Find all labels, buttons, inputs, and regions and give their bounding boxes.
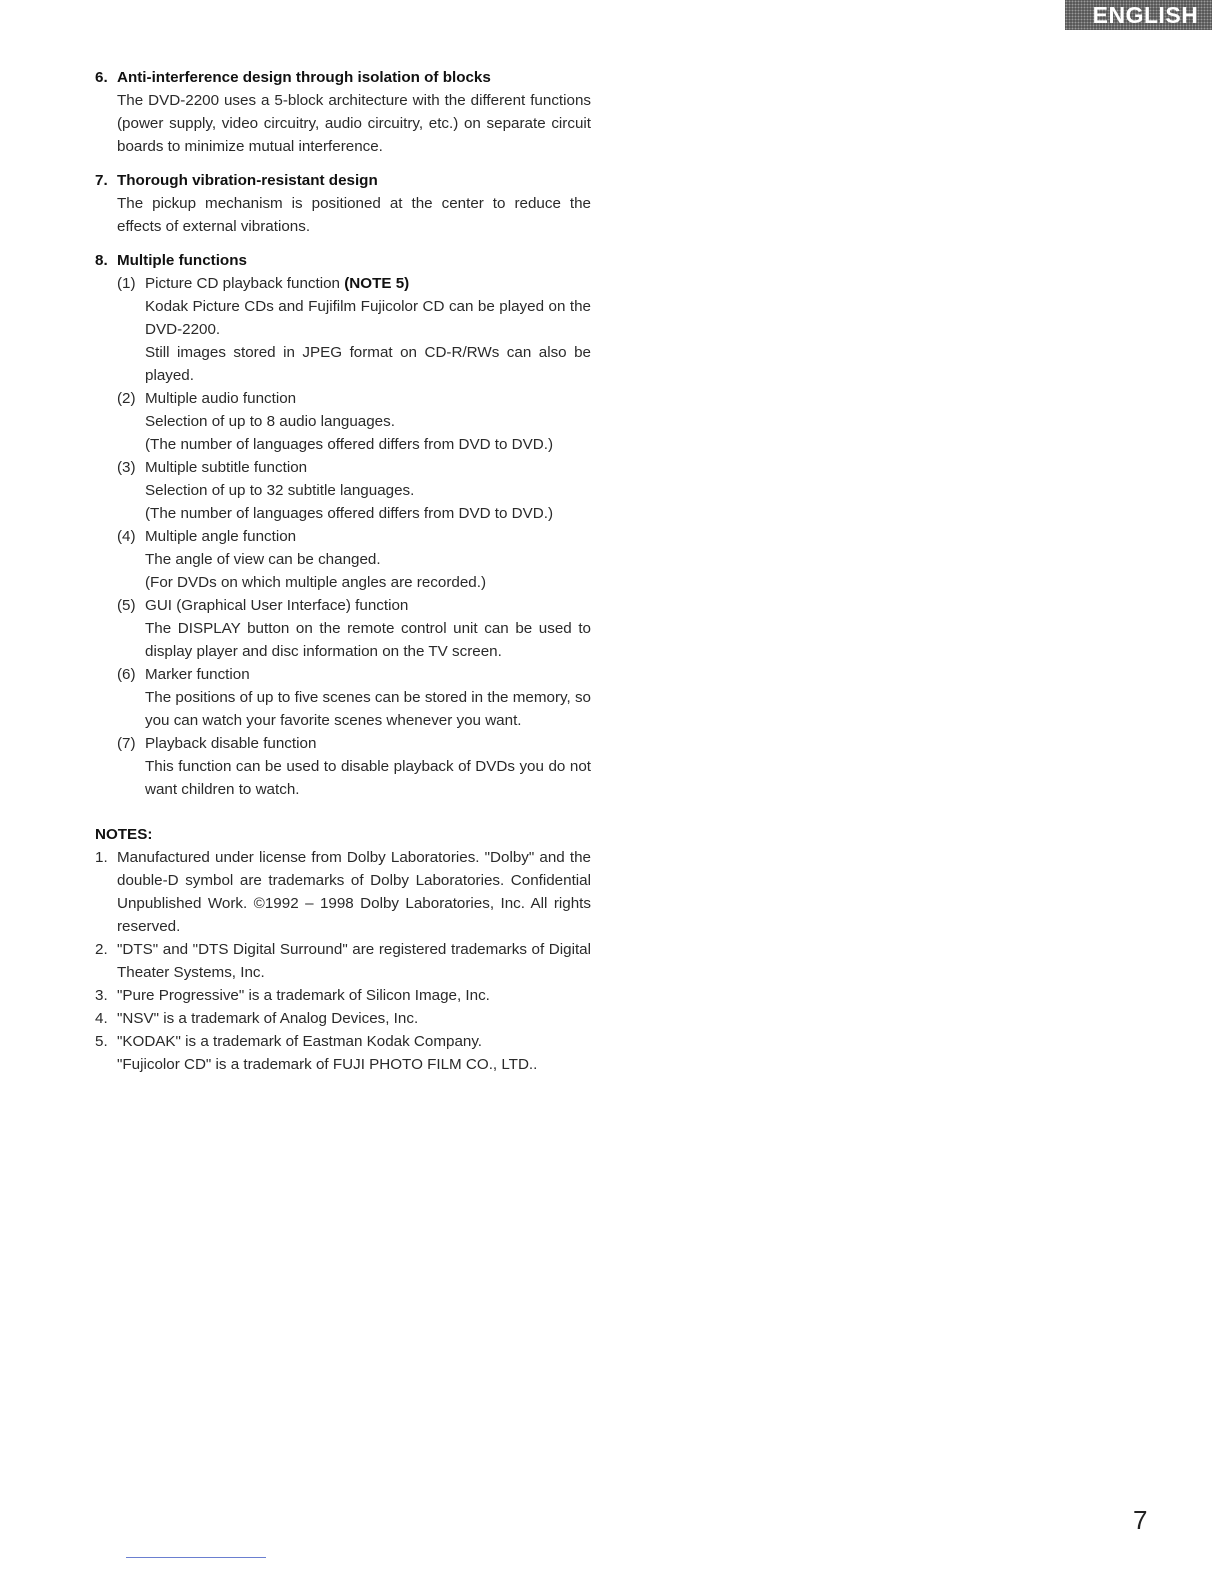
feature-title-text: Multiple angle function bbox=[145, 528, 297, 545]
feature-number: (1) bbox=[117, 275, 136, 292]
feature-title-text: Playback disable function bbox=[145, 735, 317, 752]
page-number: 7 bbox=[1133, 1505, 1148, 1535]
feature-title-text: Picture CD playback function bbox=[145, 275, 340, 292]
note-text: "NSV" is a trademark of Analog Devices, Inc. bbox=[117, 1010, 419, 1027]
feature-line: Selection of up to 8 audio languages. bbox=[145, 413, 395, 430]
feature-note-ref: (NOTE 5) bbox=[344, 275, 410, 292]
feature-title-text: Marker function bbox=[145, 666, 250, 683]
notes-block bbox=[95, 823, 591, 1076]
feature-title-text: Multiple subtitle function bbox=[145, 459, 308, 476]
section-heading bbox=[95, 66, 591, 89]
note-item bbox=[95, 984, 591, 1007]
note-item bbox=[95, 1007, 591, 1030]
feature-number: (5) bbox=[117, 597, 136, 614]
feature-number: (4) bbox=[117, 528, 136, 545]
note-text: Manufactured under license from Dolby Laboratories. "Dolby" and the double-D symbol are trademarks of Dolby Laboratories. Confidential Unpublished Work. ©1992 – 1998 Dolby Laboratories, Inc. All rights reserved. bbox=[117, 849, 591, 935]
feature-title bbox=[145, 594, 591, 617]
feature-number: (6) bbox=[117, 666, 136, 683]
section-body: The pickup mechanism is positioned at the center to reduce the effects of external vibrations. bbox=[117, 195, 591, 235]
note-text: "Fujicolor CD" is a trademark of FUJI PHOTO FILM CO., LTD.. bbox=[117, 1056, 538, 1073]
section-heading bbox=[95, 249, 591, 272]
section-vibration-resistant bbox=[95, 169, 591, 238]
section-heading bbox=[95, 169, 591, 192]
feature-title bbox=[145, 456, 591, 479]
feature-number: (2) bbox=[117, 390, 136, 407]
feature-line: (For DVDs on which multiple angles are recorded.) bbox=[145, 574, 487, 591]
feature-gui bbox=[95, 594, 591, 663]
section-title: Thorough vibration-resistant design bbox=[117, 172, 378, 189]
feature-title bbox=[145, 663, 591, 686]
feature-line: The positions of up to five scenes can be stored in the memory, so you can watch your favorite scenes whenever you want. bbox=[145, 689, 591, 729]
feature-title-text: Multiple audio function bbox=[145, 390, 297, 407]
section-number: 7. bbox=[95, 172, 108, 189]
note-text: "DTS" and "DTS Digital Surround" are registered trademarks of Digital Theater Systems, Inc. bbox=[117, 941, 591, 981]
section-anti-interference bbox=[95, 66, 591, 158]
note-item bbox=[95, 1030, 591, 1076]
feature-title bbox=[145, 732, 591, 755]
feature-line: The angle of view can be changed. bbox=[145, 551, 381, 568]
note-number: 1. bbox=[95, 849, 108, 866]
section-number: 8. bbox=[95, 252, 108, 269]
section-body: The DVD-2200 uses a 5-block architecture with the different functions (power supply, video circuitry, audio circuitry, etc.) on separate circuit boards to minimize mutual interference. bbox=[117, 92, 591, 155]
note-number: 2. bbox=[95, 941, 108, 958]
feature-line: The DISPLAY button on the remote control unit can be used to display player and disc information on the TV screen. bbox=[145, 620, 591, 660]
feature-picture-cd bbox=[95, 272, 591, 387]
note-number: 4. bbox=[95, 1010, 108, 1027]
note-text: "Pure Progressive" is a trademark of Silicon Image, Inc. bbox=[117, 987, 490, 1004]
feature-multiple-audio bbox=[95, 387, 591, 456]
feature-line: This function can be used to disable playback of DVDs you do not want children to watch. bbox=[145, 758, 591, 798]
feature-playback-disable bbox=[95, 732, 591, 801]
feature-multiple-subtitle bbox=[95, 456, 591, 525]
feature-line: Kodak Picture CDs and Fujifilm Fujicolor CD can be played on the DVD-2200. bbox=[145, 298, 591, 338]
feature-title bbox=[145, 272, 591, 295]
note-number: 5. bbox=[95, 1033, 108, 1050]
section-number: 6. bbox=[95, 69, 108, 86]
feature-marker bbox=[95, 663, 591, 732]
feature-line: Still images stored in JPEG format on CD-R/RWs can also be played. bbox=[145, 344, 591, 384]
feature-line: (The number of languages offered differs from DVD to DVD.) bbox=[145, 505, 554, 522]
note-number: 3. bbox=[95, 987, 108, 1004]
feature-title bbox=[145, 525, 591, 548]
note-text: "KODAK" is a trademark of Eastman Kodak Company. bbox=[117, 1033, 483, 1050]
notes-heading: NOTES: bbox=[95, 826, 153, 843]
note-item bbox=[95, 938, 591, 984]
main-content bbox=[95, 66, 591, 1076]
section-multiple-functions bbox=[95, 249, 591, 801]
feature-title bbox=[145, 387, 591, 410]
language-badge: ENGLISH bbox=[1065, 0, 1212, 30]
bottom-rule bbox=[126, 1557, 266, 1558]
feature-multiple-angle bbox=[95, 525, 591, 594]
note-item bbox=[95, 846, 591, 938]
feature-number: (7) bbox=[117, 735, 136, 752]
section-title: Multiple functions bbox=[117, 252, 247, 269]
feature-line: (The number of languages offered differs from DVD to DVD.) bbox=[145, 436, 554, 453]
feature-number: (3) bbox=[117, 459, 136, 476]
section-title: Anti-interference design through isolation of blocks bbox=[117, 69, 491, 86]
feature-line: Selection of up to 32 subtitle languages. bbox=[145, 482, 415, 499]
feature-title-text: GUI (Graphical User Interface) function bbox=[145, 597, 409, 614]
